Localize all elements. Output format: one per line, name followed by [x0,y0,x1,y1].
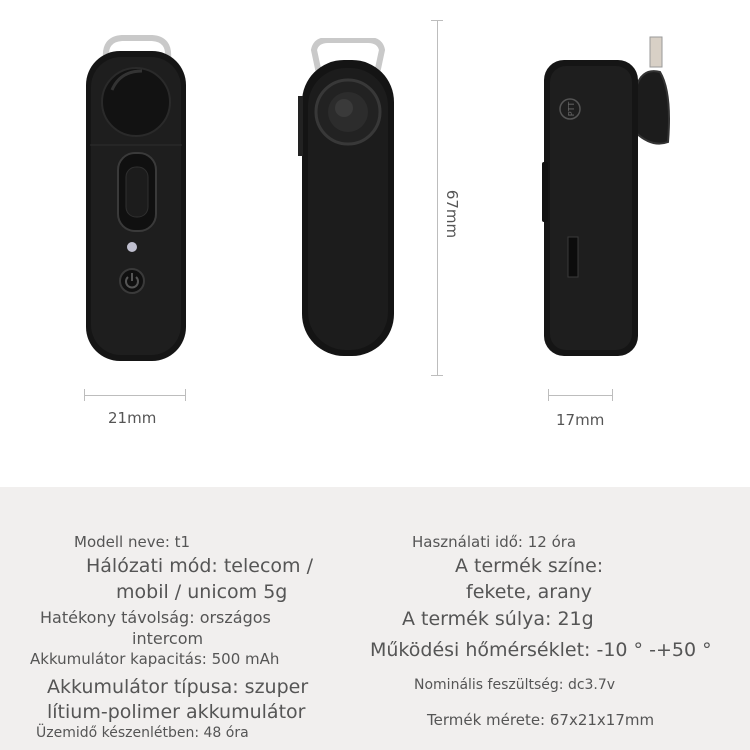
width-dimension-tick-right [185,389,186,401]
depth-dimension-line [548,395,613,396]
width-dimension-line [84,395,186,396]
spec-weight: A termék súlya: 21g [402,608,594,630]
spec-operating-temperature: Működési hőmérséklet: -10 ° -+50 ° [370,639,712,661]
spec-product-size: Termék mérete: 67x21x17mm [427,711,655,729]
ptt-label: PTT [567,101,576,117]
width-dimension-label: 21mm [108,409,157,427]
spec-nominal-voltage: Nominális feszültség: dc3.7v [414,677,616,693]
spec-usage-time: Használati idő: 12 óra [412,533,577,551]
height-dimension-tick-bottom [431,375,443,376]
spec-network-mode-line2: mobil / unicom 5g [116,581,288,603]
height-dimension-label: 67mm [443,189,462,239]
spec-color-line1: A termék színe: [455,555,604,577]
spec-network-mode-line1: Hálózati mód: telecom / [86,555,313,577]
specifications-panel [0,487,750,750]
depth-dimension-tick-left [548,389,549,401]
spec-battery-type-line2: lítium-polimer akkumulátor [47,701,306,723]
device-front-view [82,35,192,365]
spec-color-line2: fekete, arany [466,581,592,603]
spec-effective-distance-line1: Hatékony távolság: országos [40,608,271,627]
height-dimension-tick-top [431,20,443,21]
spec-battery-capacity: Akkumulátor kapacitás: 500 mAh [30,650,280,668]
spec-standby-time: Üzemidő készenlétben: 48 óra [36,725,249,741]
spec-effective-distance-line2: intercom [132,629,204,648]
device-side-view [540,32,670,362]
width-dimension-tick-left [84,389,85,401]
depth-dimension-tick-right [612,389,613,401]
device-back-view [298,38,398,358]
spec-model-name: Modell neve: t1 [74,533,191,551]
spec-battery-type-line1: Akkumulátor típusa: szuper [47,676,309,698]
height-dimension-line [437,20,438,375]
depth-dimension-label: 17mm [556,411,605,429]
